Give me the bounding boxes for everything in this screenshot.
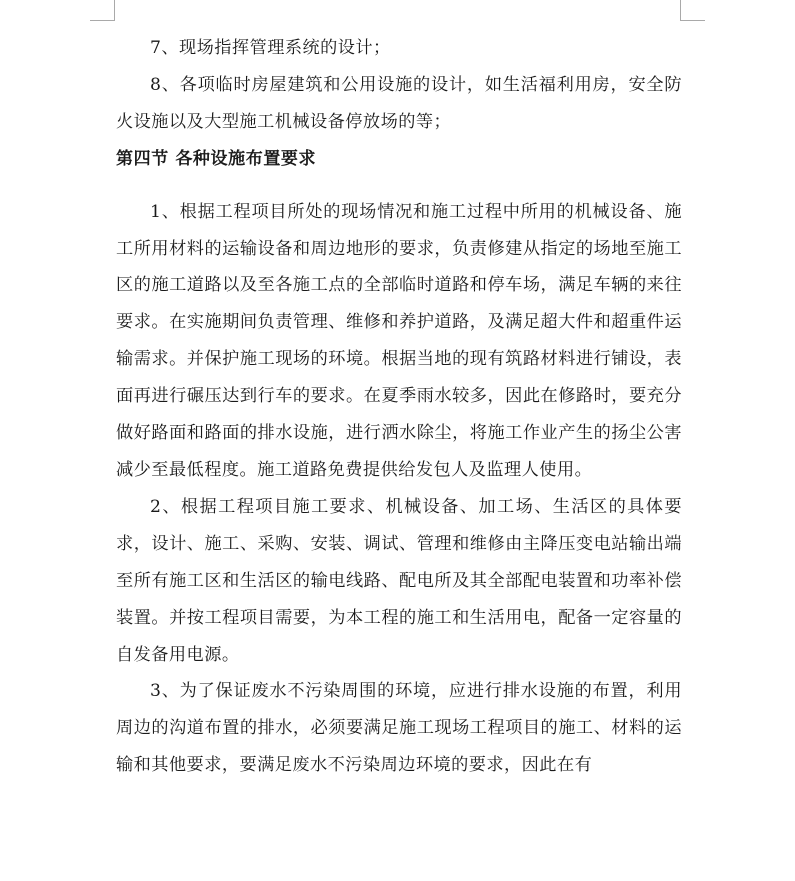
document-body xyxy=(116,30,682,784)
paragraph-requirement-2: 2、根据工程项目施工要求、机械设备、加工场、生活区的具体要求，设计、施工、采购、安装、调试、管理和维修由主降压变电站输出端至所有施工区和生活区的输电线路、配电所及其全部配电装置和功率补偿装置。并按工程项目需要，为本工程的施工和生活用电，配备一定容量的自发备用电源。 xyxy=(116,496,682,665)
paragraph-requirement-3: 3、为了保证废水不污染周围的环境，应进行排水设施的布置，利用周边的沟道布置的排水，必须要满足施工现场工程项目的施工、材料的运输和其他要求，要满足废水不污染周边环境的要求，因此在有 xyxy=(116,681,682,776)
paragraph-requirement-1: 1、根据工程项目所处的现场情况和施工过程中所用的机械设备、施工所用材料的运输设备和周边地形的要求，负责修建从指定的场地至施工区的施工道路以及至各施工点的全部临时道路和停车场，满足车辆的来往要求。在实施期间负责管理、维修和养护道路，及满足超大件和超重件运输需求。并保护施工现场的环境。根据当地的现有筑路材料进行铺设，表面再进行碾压达到行车的要求。在夏季雨水较多，因此在修路时，要充分做好路面和路面的排水设施，进行洒水除尘，将施工作业产生的扬尘公害减少至最低程度。施工道路免费提供给发包人及监理人使用。 xyxy=(116,201,682,480)
crop-mark-top-left xyxy=(90,0,115,21)
paragraph-item-8: 8、各项临时房屋建筑和公用设施的设计，如生活福利用房，安全防火设施以及大型施工机械设备停放场的等； xyxy=(116,74,682,132)
crop-mark-top-right xyxy=(680,0,705,21)
paragraph-item-7: 7、现场指挥管理系统的设计； xyxy=(150,38,391,58)
section-heading: 第四节 各种设施布置要求 xyxy=(116,148,317,169)
